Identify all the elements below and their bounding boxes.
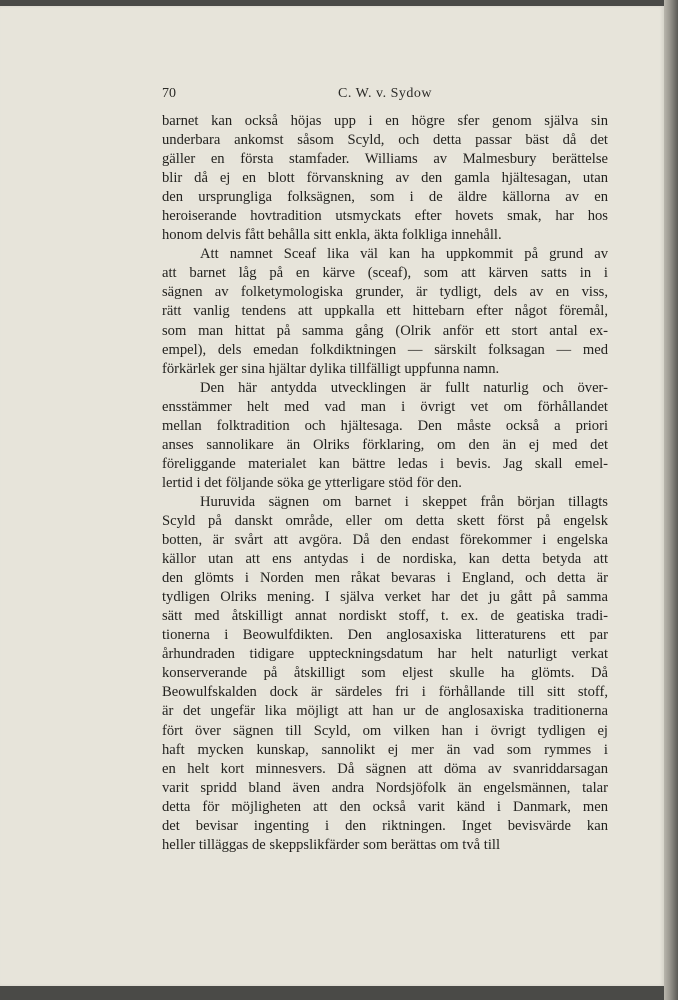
text-line: honom delvis fått behålla sitt enkla, äkta folkliga innehåll. bbox=[162, 227, 502, 244]
paragraph bbox=[162, 493, 608, 855]
page-number: 70 bbox=[162, 86, 176, 101]
text-line: är det ungefär lika möjligt att han ur de anglosaxiska traditionerna bbox=[162, 703, 608, 720]
text-line: blir då ej en blott förvanskning av den gamla hjältesagan, utan bbox=[162, 170, 608, 187]
text-line: föreliggande materialet kan bättre ledas i bevis. Jag skall emel- bbox=[162, 455, 608, 472]
text-line: gäller en första stamfader. Williams av Malmesbury berättelse bbox=[162, 151, 608, 168]
text-line: botten, är svårt att avgöra. Då den endast förekommer i engelska bbox=[162, 532, 608, 549]
text-line: Huruvida sägnen om barnet i skeppet från början tillagts bbox=[200, 493, 608, 510]
book-edge bbox=[664, 0, 678, 1000]
paragraph bbox=[162, 379, 608, 493]
paragraph bbox=[162, 245, 608, 378]
text-line: Scyld på danskt område, eller om detta skett först på engelsk bbox=[162, 512, 608, 529]
text-line: den ursprungliga folksägnen, som i de äldre källorna av en bbox=[162, 189, 608, 206]
text-line: tionerna i Beowulfdikten. Den anglosaxiska litteraturens ett par bbox=[162, 627, 608, 644]
body-text bbox=[162, 112, 608, 855]
text-line: Att namnet Sceaf lika väl kan ha uppkommit på grund av bbox=[200, 246, 608, 263]
text-line: Beowulfskalden dock är särdeles fri i förhållande till sitt stoff, bbox=[162, 684, 608, 701]
text-line: sägnen av folketymologiska grunder, är tydligt, dels av en viss, bbox=[162, 284, 608, 301]
text-line: mellan folktradition och hjältesaga. Den måste också a priori bbox=[162, 417, 608, 434]
text-line: haft mycken kunskap, sannolikt ej mer än vad som rymmes i bbox=[162, 741, 608, 758]
text-line: varit spridd bland även andra Nordsjöfolk än engelsmännen, talar bbox=[162, 779, 608, 796]
paragraph bbox=[162, 112, 608, 245]
text-line: anses sannolikare än Olriks förklaring, om den än ej med det bbox=[162, 436, 608, 453]
text-line: heller tilläggas de skeppslikfärder som berättas om två till bbox=[162, 836, 500, 853]
text-line: att barnet låg på en kärve (sceaf), som att kärven satts in i bbox=[162, 265, 608, 282]
text-line: underbara ankomst såsom Scyld, och detta passar bäst då det bbox=[162, 132, 608, 149]
text-line: lertid i det följande söka ge ytterligare stöd för den. bbox=[162, 474, 462, 491]
text-line: förkärlek ger sina hjältar dylika tillfälligt uppfunna namn. bbox=[162, 360, 500, 377]
text-line: heroiserande hovtradition utsmyckats efter hovets smak, har hos bbox=[162, 208, 608, 225]
text-line: århundraden tidigare uppteckningsdatum har helt naturligt verkat bbox=[162, 646, 608, 663]
text-line: tydligen Olriks mening. I själva verket har det ju gått på samma bbox=[162, 589, 608, 606]
text-line: detta för möjligheten att den också varit känd i Danmark, men bbox=[162, 798, 608, 815]
text-line: sätt med åtskilligt annat nordiskt stoff, t. ex. de geatiska tradi- bbox=[162, 608, 608, 625]
text-line: fört över sägnen till Scyld, om vilken han i övrigt tydligen ej bbox=[162, 722, 608, 739]
text-line: som man hittat på samma gång (Olrik anför ett stort antal ex- bbox=[162, 322, 608, 339]
text-line: rätt vanlig tendens att uppkalla ett hittebarn efter något föremål, bbox=[162, 303, 608, 320]
text-line: en helt kort minnesvers. Då sägnen att döma av svanriddarsagan bbox=[162, 760, 608, 777]
text-line: konserverande på åtskilligt som eljest skulle ha glömts. Då bbox=[162, 665, 608, 682]
running-title: C. W. v. Sydow bbox=[337, 86, 432, 101]
text-line: källor utan att ens antydas i de nordiska, kan detta betyda att bbox=[162, 551, 608, 568]
text-line: den glömts i Norden men råkat bevaras i England, och detta är bbox=[162, 570, 608, 587]
text-line: Den här antydda utvecklingen är fullt naturlig och över- bbox=[200, 379, 608, 396]
text-line: barnet kan också höjas upp i en högre sfer genom själva sin bbox=[162, 113, 608, 129]
text-line: det bevisar ingenting i den riktningen. Inget bevisvärde kan bbox=[162, 817, 608, 834]
text-line: empel), dels emedan folkdiktningen — särskilt folksagan — med bbox=[162, 341, 608, 358]
running-head bbox=[162, 86, 608, 106]
text-line: ensstämmer helt med vad man i övrigt vet om förhållandet bbox=[162, 398, 608, 415]
